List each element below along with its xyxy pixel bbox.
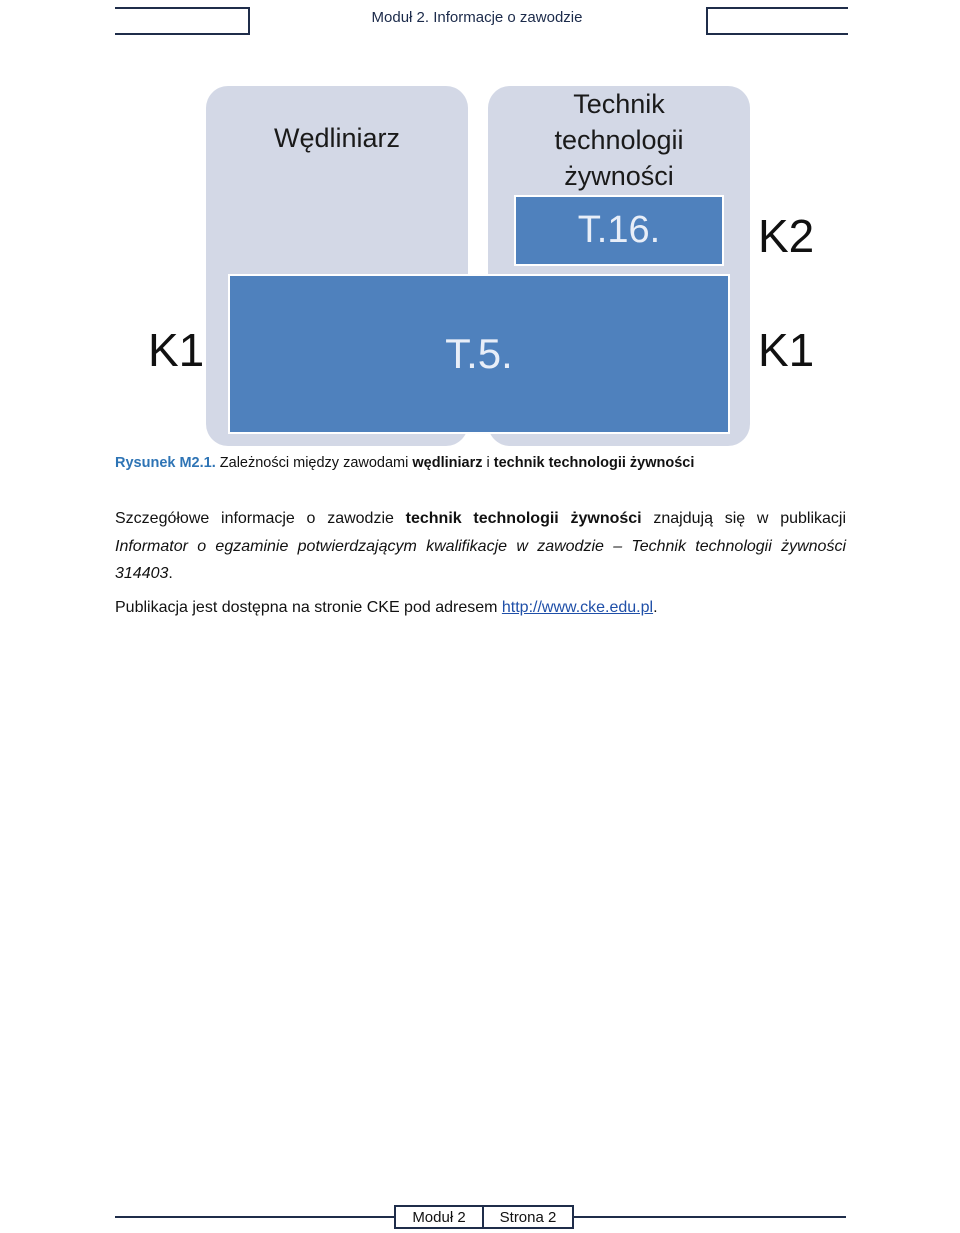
p1-text-1: Szczegółowe informacje o zawodzie (115, 510, 406, 527)
footer-rule-right (572, 1216, 846, 1218)
footer-page-number: Strona 2 (482, 1205, 574, 1229)
paragraph-availability (115, 594, 846, 622)
panel-title-line-2: technologii (554, 125, 684, 155)
panel-title-line-3: żywności (564, 161, 674, 191)
k-label-right-bottom: K1 (758, 324, 815, 376)
cke-link[interactable]: http://www.cke.edu.pl (501, 599, 654, 616)
footer-rule-left (115, 1216, 396, 1218)
caption-text-1: Zależności między zawodami (215, 455, 413, 471)
caption-bold-2: technik technologii żywności (493, 455, 695, 471)
caption-text-2: i (482, 455, 494, 471)
qualification-box-t16: T.16. (514, 195, 724, 266)
qualification-box-t5: T.5. (228, 274, 730, 434)
p1-italic-publication: Informator o egzaminie potwierdzającym kwalifikacje w zawodzie – Technik technologii żywności 314403 (115, 537, 846, 582)
header-rule-left (115, 7, 250, 35)
p1-text-2: znajdują się w publikacji (641, 510, 847, 527)
caption-number: Rysunek M2.1. (115, 455, 216, 471)
p1-text-3: . (168, 565, 173, 582)
k-label-left: K1 (148, 324, 205, 376)
p1-bold: technik technologii żywności (405, 510, 642, 527)
footer (0, 1205, 960, 1233)
figure-caption (115, 455, 694, 471)
k-label-right-top: K2 (758, 210, 815, 262)
p2-text-2: . (653, 599, 658, 616)
paragraph-details (115, 505, 846, 588)
header-rule-right (706, 7, 848, 35)
panel-title-wedliniarz: Wędliniarz (273, 123, 401, 153)
footer-module: Moduł 2 (394, 1205, 484, 1229)
p2-text-1: Publikacja jest dostępna na stronie CKE pod adresem (115, 599, 502, 616)
panel-title-line-1: Technik (573, 89, 665, 119)
caption-bold-1: wędliniarz (412, 455, 483, 471)
header-title: Moduł 2. Informacje o zawodzie (371, 9, 583, 26)
